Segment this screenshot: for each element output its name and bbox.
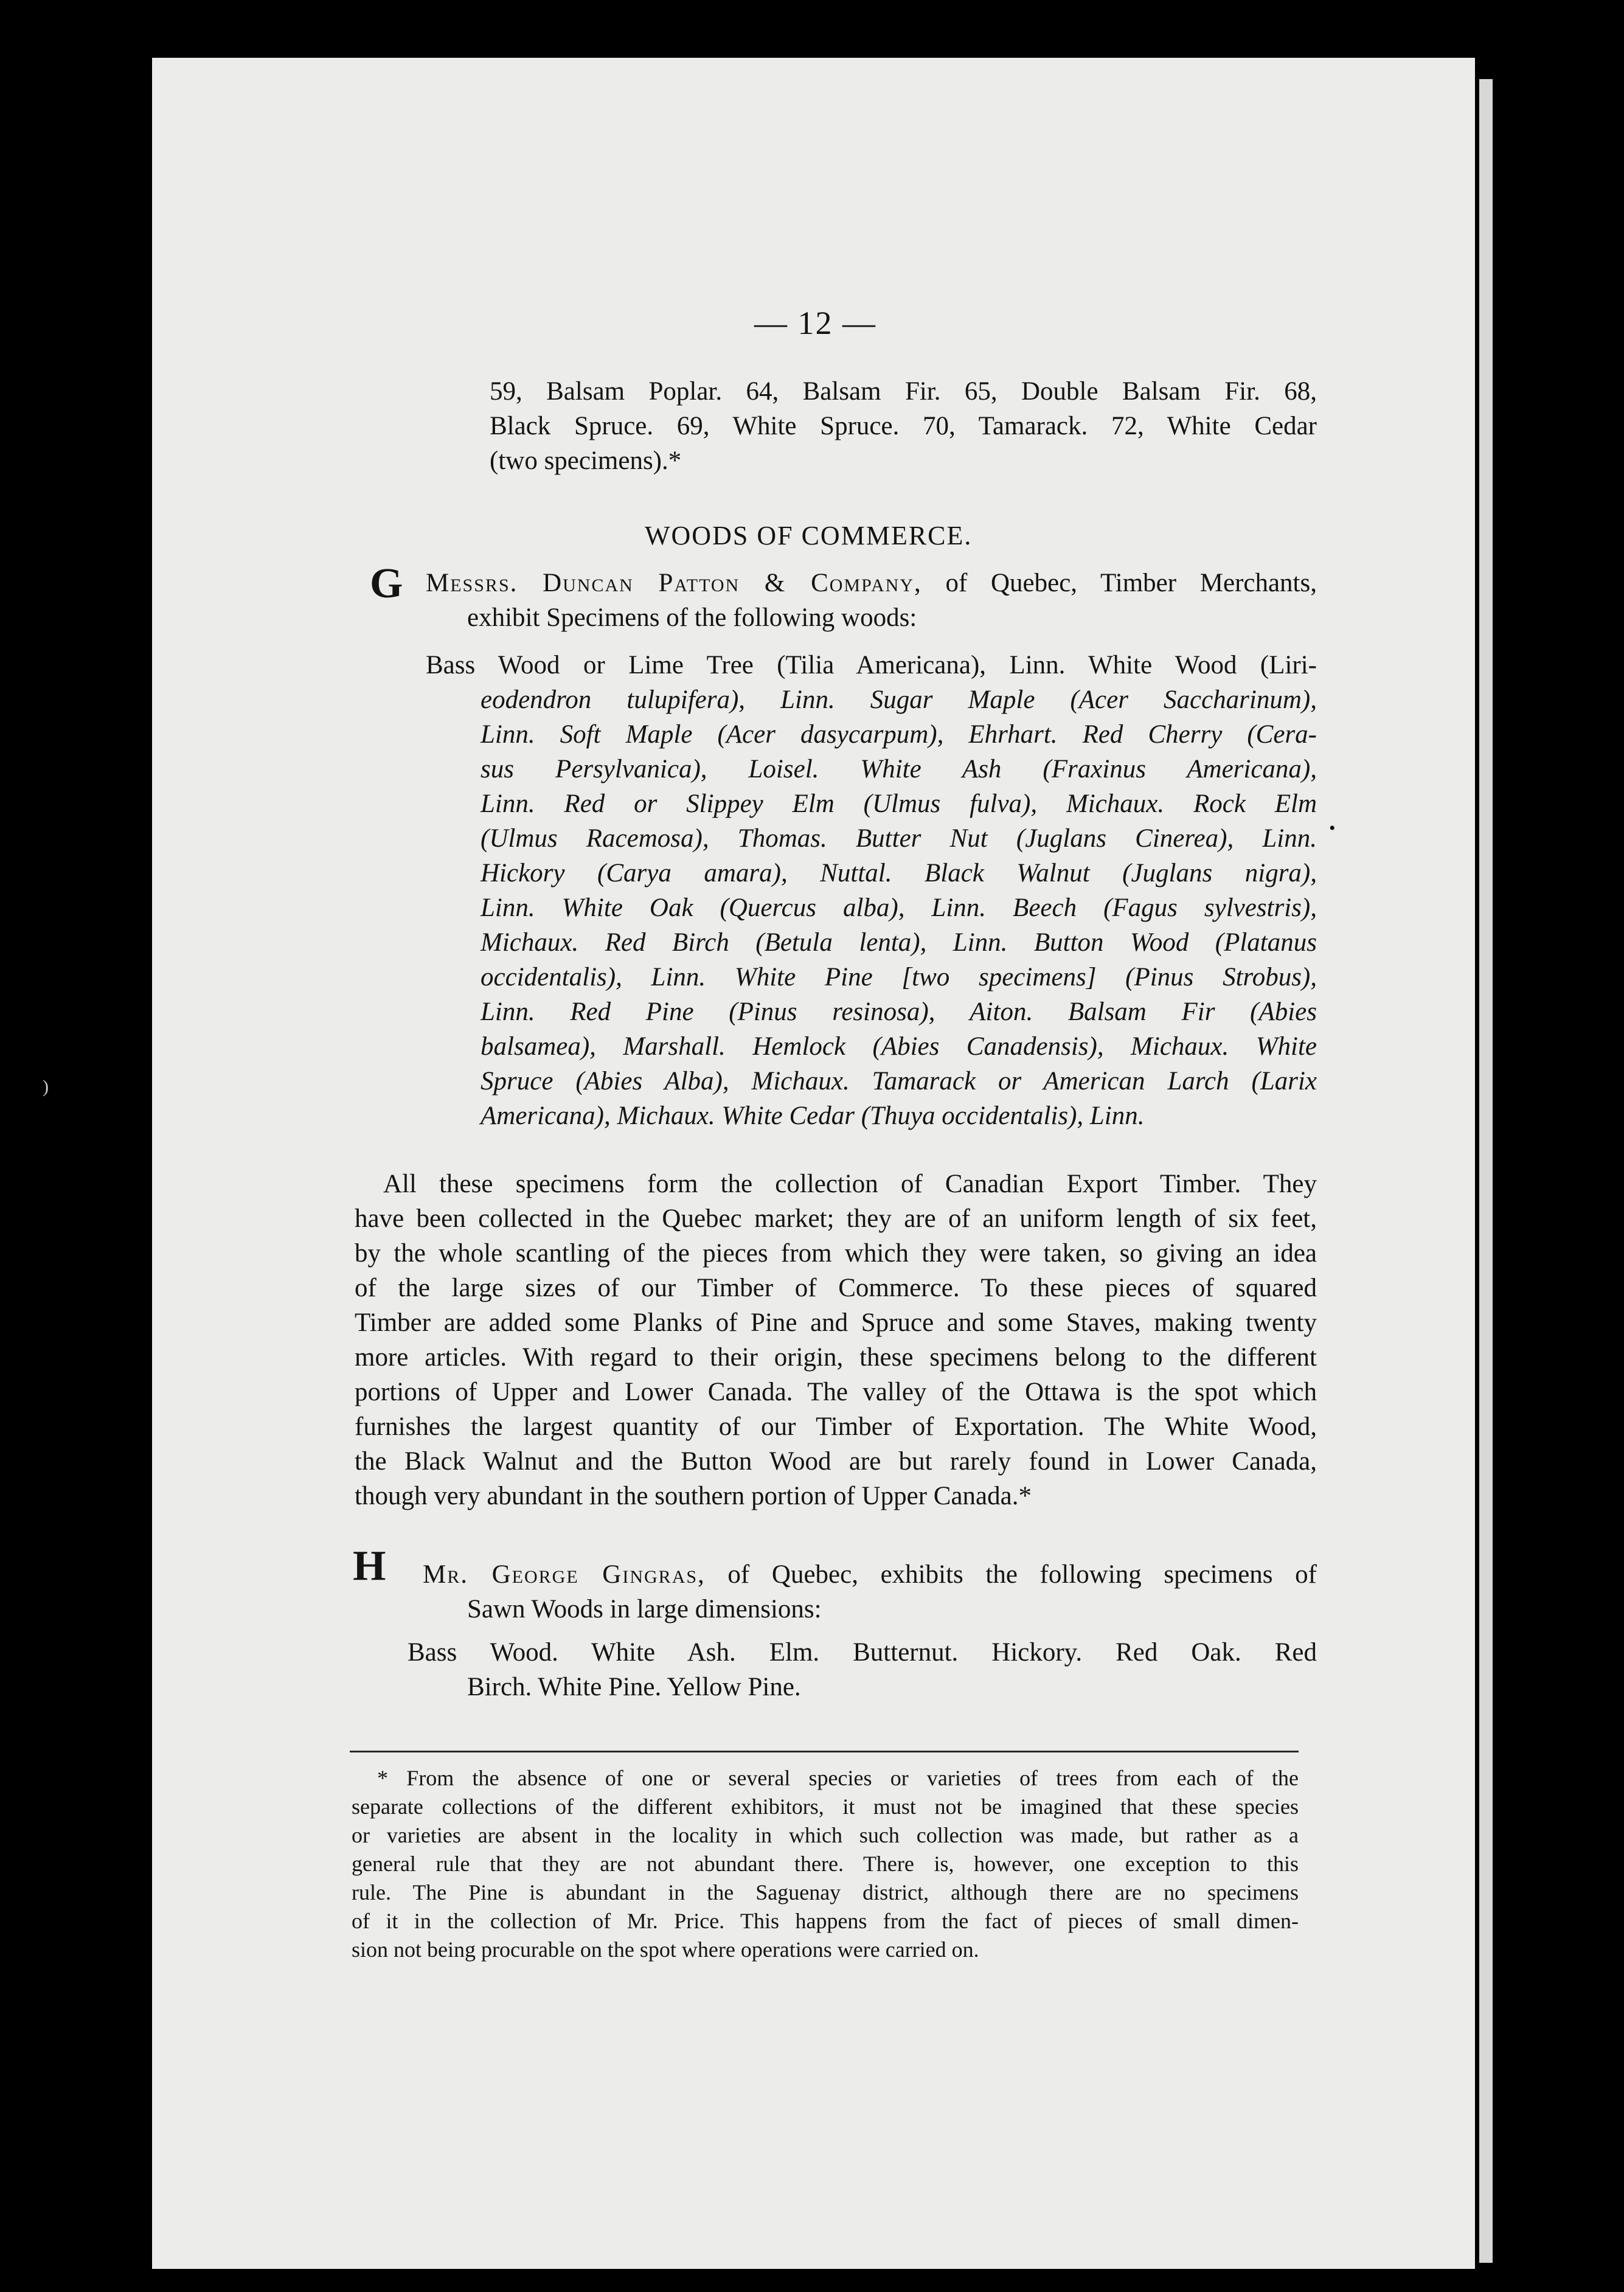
species-list (481, 682, 1317, 1133)
species-line: Linn. Soft Maple (Acer dasycarpum), Ehrhart. Red Cherry (Cera- (481, 720, 1317, 749)
text-line: of Quebec, Timber Merchants, (921, 569, 1317, 597)
footnote (352, 1793, 1299, 1964)
paragraph-line: Timber are added some Planks of Pine and Spruce and some Staves, making twenty (355, 1308, 1317, 1337)
paragraph-line: have been collected in the Quebec market; they are of an uniform length of six feet, (355, 1204, 1317, 1233)
footnote-rule (350, 1751, 1299, 1752)
species-line: Linn. Red Pine (Pinus resinosa), Aiton. Balsam Fir (Abies (481, 998, 1317, 1026)
species-line: Spruce (Abies Alba), Michaux. Tamarack or American Larch (Larix (481, 1067, 1317, 1096)
footnote-line: rule. The Pine is abundant in the Saguenay district, although there are no specimens (352, 1880, 1299, 1905)
paragraph (355, 1201, 1317, 1513)
species-line: Hickory (Carya amara), Nuttal. Black Walnut (Juglans nigra), (481, 859, 1317, 887)
page-number: — 12 — (754, 305, 876, 341)
sawn-line: Birch. White Pine. Yellow Pine. (467, 1673, 801, 1701)
species-line: sus Persylvanica), Loisel. White Ash (Fraxinus Americana), (481, 755, 1317, 783)
paragraph-line: All these specimens form the collection of Canadian Export Timber. They (383, 1170, 1317, 1198)
paragraph-line: the Black Walnut and the Button Wood are but rarely found in Lower Canada, (355, 1447, 1317, 1476)
paragraph-line: portions of Upper and Lower Canada. The valley of the Ottawa is the spot which (355, 1378, 1317, 1406)
footnote-line: * From the absence of one or several species or varieties of trees from each of the (377, 1766, 1299, 1790)
species-line: Michaux. Red Birch (Betula lenta), Linn. Button Wood (Platanus (481, 928, 1317, 957)
section-letter-g: G (370, 560, 403, 607)
species-line: (Ulmus Racemosa), Thomas. Butter Nut (Juglans Cinerea), Linn. (481, 824, 1317, 853)
species-line: balsamea), Marshall. Hemlock (Abies Canadensis), Michaux. White (481, 1032, 1317, 1061)
section-g-text (426, 566, 1317, 600)
paragraph-line: though very abundant in the southern portion of Upper Canada.* (355, 1482, 1032, 1510)
margin-mark: ) (43, 1077, 49, 1097)
species-line: Linn. Red or Slippey Elm (Ulmus fulva), Michaux. Rock Elm (481, 790, 1317, 818)
species-line: Bass Wood or Lime Tree (Tilia Americana), Linn. White Wood (Liri- (426, 651, 1317, 679)
section-g-text-2 (467, 600, 1319, 635)
text-line: Black Spruce. 69, White Spruce. 70, Tamarack. 72, White Cedar (490, 412, 1317, 440)
footnote-line: separate collections of the different exhibitors, it must not be imagined that these species (352, 1794, 1299, 1819)
sawn-line: Bass Wood. White Ash. Elm. Butternut. Hickory. Red Oak. Red (408, 1638, 1317, 1667)
footnote-line: sion not being procurable on the spot where operations were carried on. (352, 1937, 979, 1962)
exhibitor-name: Mr. George Gingras, (423, 1560, 706, 1589)
text-line: exhibit Specimens of the following woods: (467, 603, 917, 632)
margin-dot: • (1329, 818, 1336, 838)
paragraph-line: of the large sizes of our Timber of Commerce. To these pieces of squared (355, 1274, 1317, 1302)
footnote-line: general rule that they are not abundant there. There is, however, one exception to this (352, 1852, 1299, 1876)
footnote-first-line (377, 1764, 1299, 1793)
exhibitor-name: Messrs. Duncan Patton & Company, (426, 569, 922, 597)
text-line: (two specimens).* (490, 446, 682, 475)
section-h-text-2 (467, 1592, 1319, 1627)
page-edge (1479, 79, 1493, 2263)
paragraph-first-line (383, 1167, 1317, 1201)
species-line: eodendron tulupifera), Linn. Sugar Maple (Acer Saccharinum), (481, 686, 1317, 714)
species-line: Linn. White Oak (Quercus alba), Linn. Beech (Fagus sylvestris), (481, 894, 1317, 922)
section-heading: WOODS OF COMMERCE. (645, 521, 973, 550)
species-line: Americana), Michaux. White Cedar (Thuya occidentalis), Linn. (481, 1102, 1145, 1130)
paragraph-line: more articles. With regard to their origin, these specimens belong to the different (355, 1343, 1317, 1372)
text-line: 59, Balsam Poplar. 64, Balsam Fir. 65, Double Balsam Fir. 68, (490, 377, 1317, 406)
section-letter-h: H (353, 1543, 386, 1589)
paragraph-line: by the whole scantling of the pieces from which they were taken, so giving an idea (355, 1239, 1317, 1268)
text-line: Sawn Woods in large dimensions: (467, 1595, 822, 1624)
footnote-line: of it in the collection of Mr. Price. This happens from the fact of pieces of small dimen- (352, 1909, 1299, 1933)
text-line: of Quebec, exhibits the following specimens of (705, 1560, 1317, 1589)
intro-text (490, 374, 1317, 478)
section-h-text (423, 1557, 1317, 1592)
scan-border (1493, 0, 1624, 2292)
footnote-line: or varieties are absent in the locality in which such collection was made, but rather as a (352, 1823, 1299, 1847)
species-line: occidentalis), Linn. White Pine [two specimens] (Pinus Strobus), (481, 963, 1317, 991)
sawn-woods-first-line (408, 1635, 1317, 1670)
paragraph-line: furnishes the largest quantity of our Timber of Exportation. The White Wood, (355, 1412, 1317, 1441)
species-first-line (426, 648, 1317, 682)
sawn-woods-list (467, 1670, 1319, 1704)
